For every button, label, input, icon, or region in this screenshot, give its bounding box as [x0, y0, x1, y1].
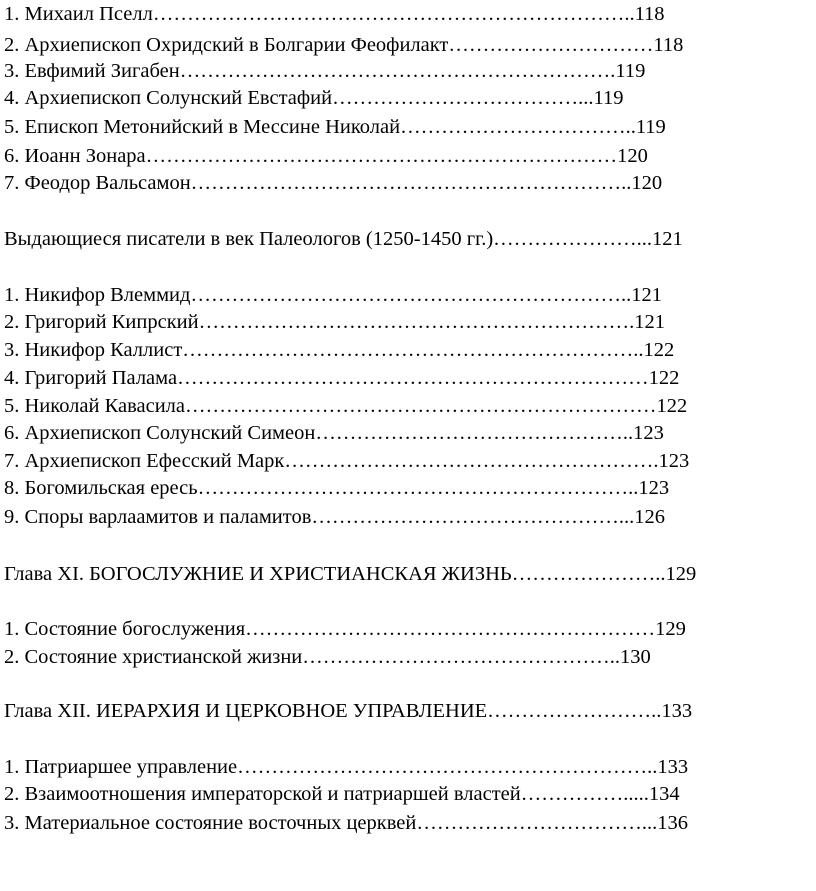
toc-entry: 5. Николай Кавасила……………………………………………………………122 [4, 395, 688, 417]
toc-entry: 2. Архиепископ Охридский в Болгарии Феофилакт…………………………118 [4, 34, 684, 56]
chapter-heading: Глава XI. БОГОСЛУЖНИЕ И ХРИСТИАНСКАЯ ЖИЗНЬ…………………..129 [4, 563, 697, 585]
toc-entry: 1. Никифор Влеммид………………………………………………………..121 [4, 284, 662, 306]
section-heading: Выдающиеся писатели в век Палеологов (1250-1450 гг.)…………………...121 [4, 228, 683, 250]
toc-entry: 3. Материальное состояние восточных церквей……………………………...136 [4, 812, 688, 834]
toc-entry: 7. Архиепископ Ефесский Марк……………………………………………….123 [4, 450, 690, 472]
toc-entry: 2. Состояние христианской жизни………………………………………..130 [4, 646, 651, 668]
toc-entry: 1. Состояние богослужения……………………………………………………129 [4, 618, 686, 640]
toc-entry: 3. Никифор Каллист…………………………………………………………..122 [4, 339, 675, 361]
toc-entry: 4. Архиепископ Солунский Евстафий………………………………...119 [4, 87, 624, 109]
toc-entry: 8. Богомильская ересь………………………………………………………..123 [4, 477, 670, 499]
toc-entry: 4. Григорий Палама……………………………………………………………122 [4, 367, 680, 389]
toc-entry: 7. Феодор Вальсамон………………………………………………………..120 [4, 172, 663, 194]
chapter-heading: Глава XII. ИЕРАРХИЯ И ЦЕРКОВНОЕ УПРАВЛЕНИЕ……………………..133 [4, 700, 693, 722]
toc-entry: 2. Григорий Кипрский……………………………………………………….121 [4, 311, 665, 333]
toc-entry: 3. Евфимий Зигабен……………………………………………………….119 [4, 60, 646, 82]
toc-entry: 1. Михаил Пселл……………………………………………………………..118 [4, 3, 665, 25]
toc-entry: 6. Иоанн Зонара……………………………………………………………120 [4, 145, 648, 167]
toc-entry: 5. Епископ Метонийский в Мессине Николай……………………………..119 [4, 116, 666, 138]
toc-entry: 6. Архиепископ Солунский Симеон………………………………………..123 [4, 422, 664, 444]
toc-entry: 9. Споры варлаамитов и паламитов………………………………………...126 [4, 506, 666, 528]
toc-entry: 1. Патриаршее управление……………………………………………………..133 [4, 756, 689, 778]
toc-entry: 2. Взаимоотношения императорской и патриаршей властей…………….....134 [4, 783, 680, 805]
